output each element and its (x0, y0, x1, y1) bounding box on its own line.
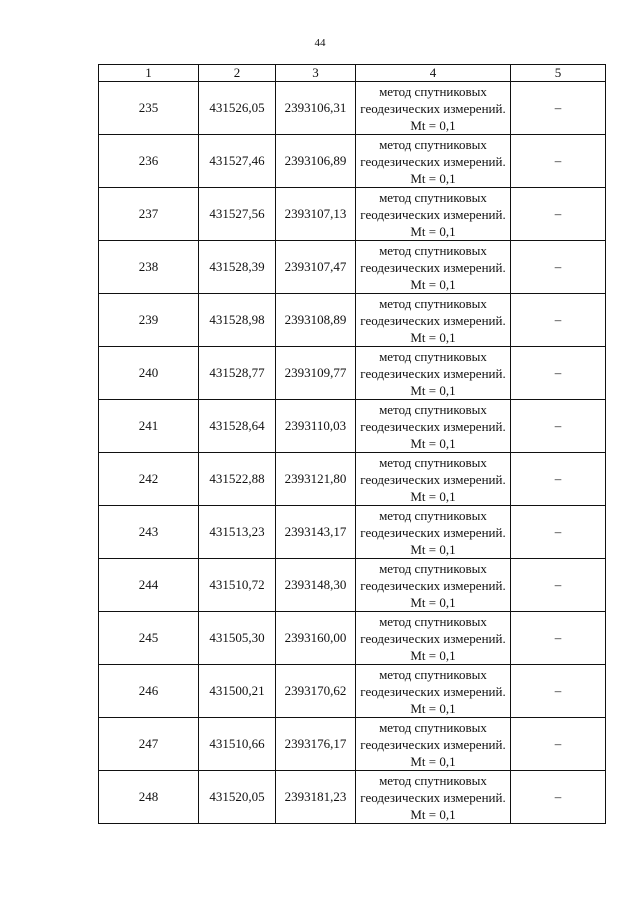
column-header: 1 (99, 65, 199, 82)
x-coordinate-cell: 431500,21 (199, 665, 276, 718)
coordinates-table (98, 64, 606, 824)
x-coordinate-cell: 431510,66 (199, 718, 276, 771)
note-cell: – (511, 400, 606, 453)
column-header: 4 (356, 65, 511, 82)
y-coordinate-cell: 2393121,80 (276, 453, 356, 506)
y-coordinate-cell: 2393143,17 (276, 506, 356, 559)
point-number-cell: 241 (99, 400, 199, 453)
y-coordinate-cell: 2393110,03 (276, 400, 356, 453)
table-body (99, 82, 606, 824)
point-number-cell: 238 (99, 241, 199, 294)
table-row (99, 241, 606, 294)
method-cell: метод спутниковых геодезических измерений. Mt = 0,1 (356, 188, 511, 241)
x-coordinate-cell: 431526,05 (199, 82, 276, 135)
table-row (99, 82, 606, 135)
note-cell: – (511, 82, 606, 135)
table-row (99, 506, 606, 559)
x-coordinate-cell: 431520,05 (199, 771, 276, 824)
method-cell: метод спутниковых геодезических измерений. Mt = 0,1 (356, 135, 511, 188)
note-cell: – (511, 718, 606, 771)
table-row (99, 400, 606, 453)
table-row (99, 718, 606, 771)
y-coordinate-cell: 2393176,17 (276, 718, 356, 771)
column-header: 5 (511, 65, 606, 82)
method-cell: метод спутниковых геодезических измерений. Mt = 0,1 (356, 82, 511, 135)
table-row (99, 559, 606, 612)
method-cell: метод спутниковых геодезических измерений. Mt = 0,1 (356, 506, 511, 559)
note-cell: – (511, 453, 606, 506)
x-coordinate-cell: 431513,23 (199, 506, 276, 559)
x-coordinate-cell: 431528,77 (199, 347, 276, 400)
method-cell: метод спутниковых геодезических измерений. Mt = 0,1 (356, 665, 511, 718)
note-cell: – (511, 771, 606, 824)
note-cell: – (511, 135, 606, 188)
table-row (99, 347, 606, 400)
method-cell: метод спутниковых геодезических измерений. Mt = 0,1 (356, 294, 511, 347)
x-coordinate-cell: 431528,64 (199, 400, 276, 453)
x-coordinate-cell: 431527,56 (199, 188, 276, 241)
y-coordinate-cell: 2393160,00 (276, 612, 356, 665)
point-number-cell: 246 (99, 665, 199, 718)
note-cell: – (511, 294, 606, 347)
x-coordinate-cell: 431528,98 (199, 294, 276, 347)
method-cell: метод спутниковых геодезических измерений. Mt = 0,1 (356, 771, 511, 824)
point-number-cell: 236 (99, 135, 199, 188)
note-cell: – (511, 188, 606, 241)
point-number-cell: 248 (99, 771, 199, 824)
column-header: 2 (199, 65, 276, 82)
x-coordinate-cell: 431510,72 (199, 559, 276, 612)
note-cell: – (511, 665, 606, 718)
y-coordinate-cell: 2393108,89 (276, 294, 356, 347)
note-cell: – (511, 559, 606, 612)
method-cell: метод спутниковых геодезических измерений. Mt = 0,1 (356, 559, 511, 612)
point-number-cell: 239 (99, 294, 199, 347)
x-coordinate-cell: 431527,46 (199, 135, 276, 188)
point-number-cell: 242 (99, 453, 199, 506)
point-number-cell: 245 (99, 612, 199, 665)
y-coordinate-cell: 2393170,62 (276, 665, 356, 718)
x-coordinate-cell: 431505,30 (199, 612, 276, 665)
table-row (99, 135, 606, 188)
method-cell: метод спутниковых геодезических измерений. Mt = 0,1 (356, 241, 511, 294)
point-number-cell: 243 (99, 506, 199, 559)
point-number-cell: 240 (99, 347, 199, 400)
y-coordinate-cell: 2393106,31 (276, 82, 356, 135)
point-number-cell: 247 (99, 718, 199, 771)
note-cell: – (511, 506, 606, 559)
column-header: 3 (276, 65, 356, 82)
point-number-cell: 235 (99, 82, 199, 135)
table-row (99, 294, 606, 347)
y-coordinate-cell: 2393109,77 (276, 347, 356, 400)
method-cell: метод спутниковых геодезических измерений. Mt = 0,1 (356, 612, 511, 665)
y-coordinate-cell: 2393107,47 (276, 241, 356, 294)
y-coordinate-cell: 2393106,89 (276, 135, 356, 188)
page-number: 44 (314, 37, 326, 49)
method-cell: метод спутниковых геодезических измерений. Mt = 0,1 (356, 718, 511, 771)
table-header-row (99, 65, 606, 82)
note-cell: – (511, 347, 606, 400)
note-cell: – (511, 612, 606, 665)
point-number-cell: 244 (99, 559, 199, 612)
point-number-cell: 237 (99, 188, 199, 241)
x-coordinate-cell: 431528,39 (199, 241, 276, 294)
table-row (99, 188, 606, 241)
method-cell: метод спутниковых геодезических измерений. Mt = 0,1 (356, 453, 511, 506)
y-coordinate-cell: 2393181,23 (276, 771, 356, 824)
y-coordinate-cell: 2393148,30 (276, 559, 356, 612)
table-row (99, 453, 606, 506)
note-cell: – (511, 241, 606, 294)
method-cell: метод спутниковых геодезических измерений. Mt = 0,1 (356, 347, 511, 400)
method-cell: метод спутниковых геодезических измерений. Mt = 0,1 (356, 400, 511, 453)
table-row (99, 665, 606, 718)
table-row (99, 771, 606, 824)
table-row (99, 612, 606, 665)
x-coordinate-cell: 431522,88 (199, 453, 276, 506)
y-coordinate-cell: 2393107,13 (276, 188, 356, 241)
